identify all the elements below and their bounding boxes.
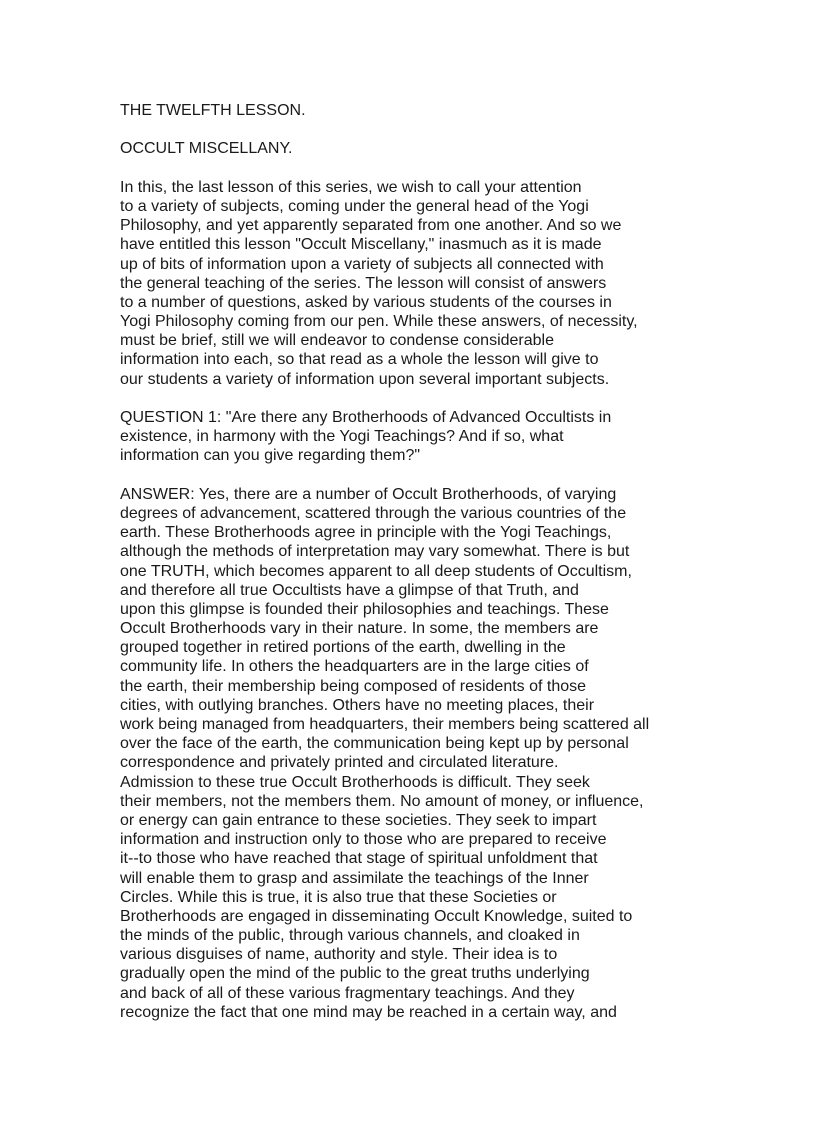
answer-text-line: information and instruction only to those who are prepared to receive — [120, 831, 607, 849]
answer-text-line: will enable them to grasp and assimilate the teachings of the Inner — [120, 869, 589, 887]
answer-text-line: the minds of the public, through various channels, and cloaked in — [120, 927, 580, 945]
answer-paragraph — [120, 485, 680, 1022]
question-text-line: existence, in harmony with the Yogi Teachings? And if so, what — [120, 428, 564, 446]
answer-text-line: one TRUTH, which becomes apparent to all deep students of Occultism, — [120, 562, 632, 580]
intro-text-line: the general teaching of the series. The lesson will consist of answers — [120, 274, 607, 292]
intro-text-line: to a number of questions, asked by various students of the courses in — [120, 293, 612, 311]
question-text-line: QUESTION 1: "Are there any Brotherhoods of Advanced Occultists in — [120, 409, 612, 426]
answer-text-line: Brotherhoods are engaged in disseminating Occult Knowledge, suited to — [120, 907, 633, 925]
question-text-line: information can you give regarding them?" — [120, 447, 421, 465]
answer-text-line: it--to those who have reached that stage of spiritual unfoldment that — [120, 850, 598, 868]
answer-text-line: various disguises of name, authority and style. Their idea is to — [120, 946, 558, 964]
answer-text-line: grouped together in retired portions of the earth, dwelling in the — [120, 639, 566, 657]
answer-text-line: correspondence and privately printed and circulated literature. — [120, 754, 559, 772]
answer-text-line: the earth, their membership being composed of residents of those — [120, 677, 587, 695]
answer-text-line: gradually open the mind of the public to the great truths underlying — [120, 965, 590, 983]
answer-text-line: Occult Brotherhoods vary in their nature. In some, the members are — [120, 620, 599, 638]
answer-text-line: over the face of the earth, the communication being kept up by personal — [120, 735, 629, 753]
intro-text-line: up of bits of information upon a variety of subjects all connected with — [120, 255, 604, 273]
intro-text-line: must be brief, still we will endeavor to condense considerable — [120, 332, 555, 350]
lesson-heading — [120, 101, 680, 120]
answer-text-line: or energy can gain entrance to these societies. They seek to impart — [120, 811, 597, 829]
answer-text-line: Circles. While this is true, it is also true that these Societies or — [120, 888, 557, 906]
intro-text-line: In this, the last lesson of this series, we wish to call your attention — [120, 178, 582, 196]
lesson-title: THE TWELFTH LESSON. — [120, 102, 306, 119]
answer-text-line: although the methods of interpretation may vary somewhat. There is but — [120, 543, 630, 561]
answer-text-line: Admission to these true Occult Brotherhoods is difficult. They seek — [120, 773, 590, 791]
answer-text-line: ANSWER: Yes, there are a number of Occult Brotherhoods, of varying — [120, 485, 617, 503]
intro-text-line: information into each, so that read as a whole the lesson will give to — [120, 351, 599, 369]
lesson-subheading — [120, 139, 680, 158]
answer-text-line: and therefore all true Occultists have a glimpse of that Truth, and — [120, 581, 579, 599]
answer-text-line: earth. These Brotherhoods agree in principle with the Yogi Teachings, — [120, 524, 612, 542]
intro-text-line: Yogi Philosophy coming from our pen. While these answers, of necessity, — [120, 313, 638, 331]
question-paragraph — [120, 408, 680, 466]
answer-text-line: and back of all of these various fragmentary teachings. And they — [120, 984, 575, 1002]
intro-text-line: our students a variety of information upon several important subjects. — [120, 370, 610, 388]
intro-paragraph — [120, 178, 680, 389]
intro-text-line: Philosophy, and yet apparently separated from one another. And so we — [120, 217, 622, 235]
lesson-subtitle: OCCULT MISCELLANY. — [120, 140, 293, 158]
answer-text-line: recognize the fact that one mind may be reached in a certain way, and — [120, 1003, 617, 1021]
intro-text-line: to a variety of subjects, coming under the general head of the Yogi — [120, 197, 589, 215]
answer-text-line: upon this glimpse is founded their philosophies and teachings. These — [120, 600, 609, 618]
answer-text-line: degrees of advancement, scattered through the various countries of the — [120, 504, 627, 522]
answer-text-line: cities, with outlying branches. Others have no meeting places, their — [120, 696, 595, 714]
answer-text-line: work being managed from headquarters, their members being scattered all — [120, 716, 650, 733]
answer-text-line: community life. In others the headquarters are in the large cities of — [120, 658, 589, 676]
document-page — [120, 101, 680, 1041]
intro-text-line: have entitled this lesson "Occult Miscellany," inasmuch as it is made — [120, 236, 602, 254]
answer-text-line: their members, not the members them. No amount of money, or influence, — [120, 792, 644, 810]
